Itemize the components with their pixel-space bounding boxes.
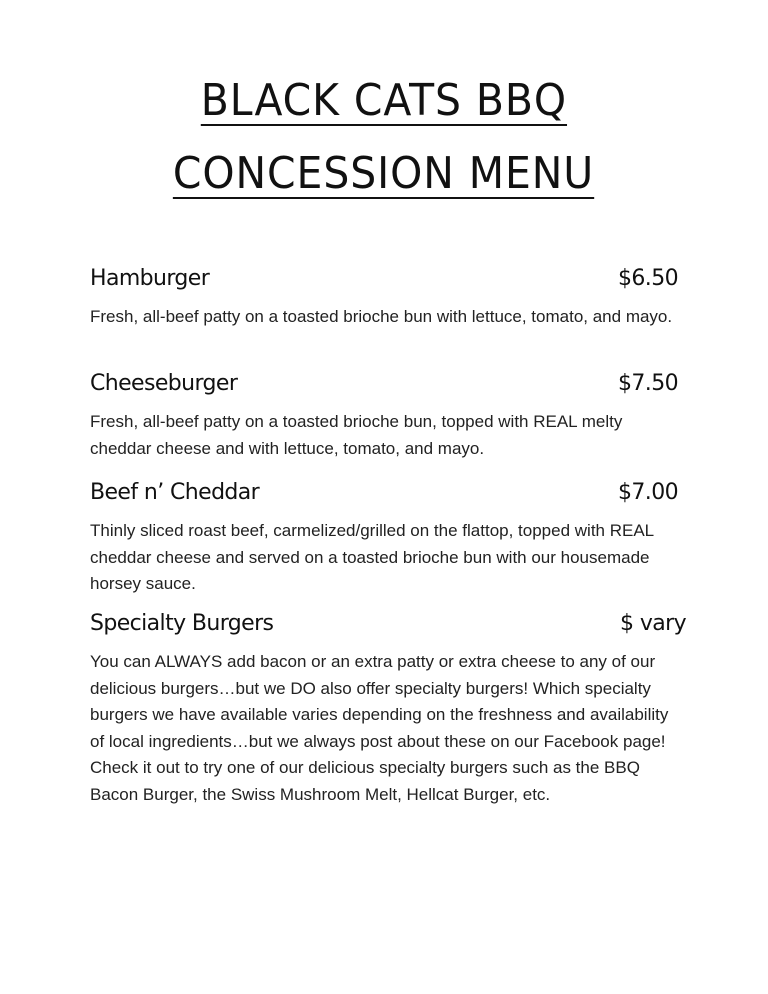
menu-item-cheeseburger — [90, 371, 678, 462]
item-name: Specialty Burgers — [90, 611, 274, 636]
item-price: $6.50 — [618, 266, 678, 291]
menu-title-text-2: CONCESSION MENU — [173, 148, 595, 199]
menu-title-line-2 — [0, 148, 768, 199]
menu-item-specialty-burgers — [90, 611, 686, 808]
item-description: Fresh, all-beef patty on a toasted brioche bun, topped with REAL melty cheddar cheese and with lettuce, tomato, and mayo. — [90, 412, 623, 458]
item-price: $ vary — [620, 611, 686, 636]
menu-title-text-1: BLACK CATS BBQ — [200, 75, 568, 126]
item-price: $7.00 — [618, 480, 678, 505]
item-description: Thinly sliced roast beef, carmelized/grilled on the flattop, topped with REAL cheddar cheese and served on a toasted brioche bun with our housemade horsey sauce. — [90, 521, 654, 593]
menu-item-header — [90, 266, 678, 298]
item-name: Cheeseburger — [90, 371, 238, 396]
menu-item-header — [90, 611, 686, 643]
menu-item-hamburger — [90, 266, 678, 331]
menu-title-line-1 — [0, 75, 768, 126]
menu-item-header — [90, 371, 678, 403]
item-description: Fresh, all-beef patty on a toasted brioche bun with lettuce, tomato, and mayo. — [90, 307, 673, 326]
item-name: Beef n’ Cheddar — [90, 480, 260, 505]
menu-item-beef-n-cheddar — [90, 480, 678, 598]
item-price: $7.50 — [618, 371, 678, 396]
menu-item-header — [90, 480, 678, 512]
item-name: Hamburger — [90, 266, 210, 291]
item-description: You can ALWAYS add bacon or an extra patty or extra cheese to any of our delicious burgers…but we DO also offer specialty burgers! Which specialty burgers we have available varies depending on the freshness and availability of local ingredients…but we always post about these on our Facebook page! Check it out to try one of our delicious specialty burgers such as the BBQ Bacon Burger, the Swiss Mushroom Melt, Hellcat Burger, etc. — [90, 652, 669, 804]
